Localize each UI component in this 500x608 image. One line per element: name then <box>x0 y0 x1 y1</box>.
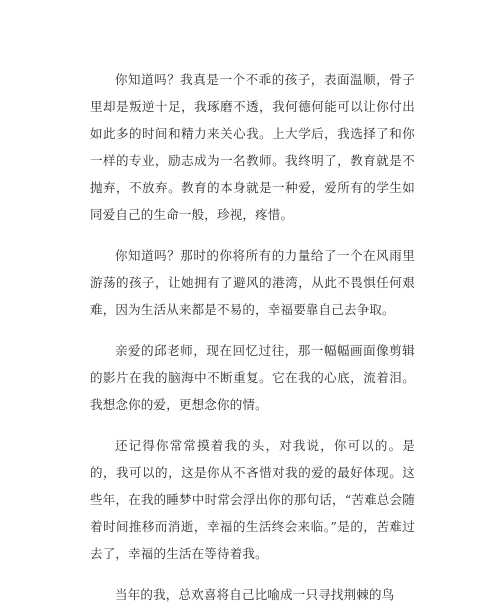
paragraph: 你知道吗？我真是一个不乖的孩子，表面温顺，骨子里却是叛逆十足，我琢磨不透，我何德何能可以让你付出如此多的时间和精力来关心我。上大学后，我选择了和你一样的专业，励志成为一名教师。我终明了，教育就是不抛弃，不放弃。教育的本身就是一种爱，爱所有的学生如同爱自己的生命一般，珍视，疼惜。 <box>90 72 415 222</box>
paragraph: 你知道吗？那时的你将所有的力量给了一个在风雨里游荡的孩子，让她拥有了避风的港湾，从此不畏惧任何艰难，因为生活从来都是不易的，幸福要靠自己去争取。 <box>90 248 415 317</box>
document-body <box>90 66 415 608</box>
paragraph: 还记得你常常摸着我的头，对我说，你可以的。是的，我可以的，这是你从不吝惜对我的爱的最好体现。这些年，在我的睡梦中时常会浮出你的那句话，“苦难总会随着时间推移而消逝，幸福的生活终会来临。”是的，苦难过去了，幸福的生活在等待着我。 <box>90 438 415 561</box>
paragraph: 当年的我，总欢喜将自己比喻成一只寻找荆棘的鸟 <box>115 587 395 602</box>
paragraph: 亲爱的邱老师，现在回忆过往，那一幅幅画面像剪辑的影片在我的脑海中不断重复。它在我的心底，流着泪。我想念你的爱，更想念你的情。 <box>90 343 415 412</box>
